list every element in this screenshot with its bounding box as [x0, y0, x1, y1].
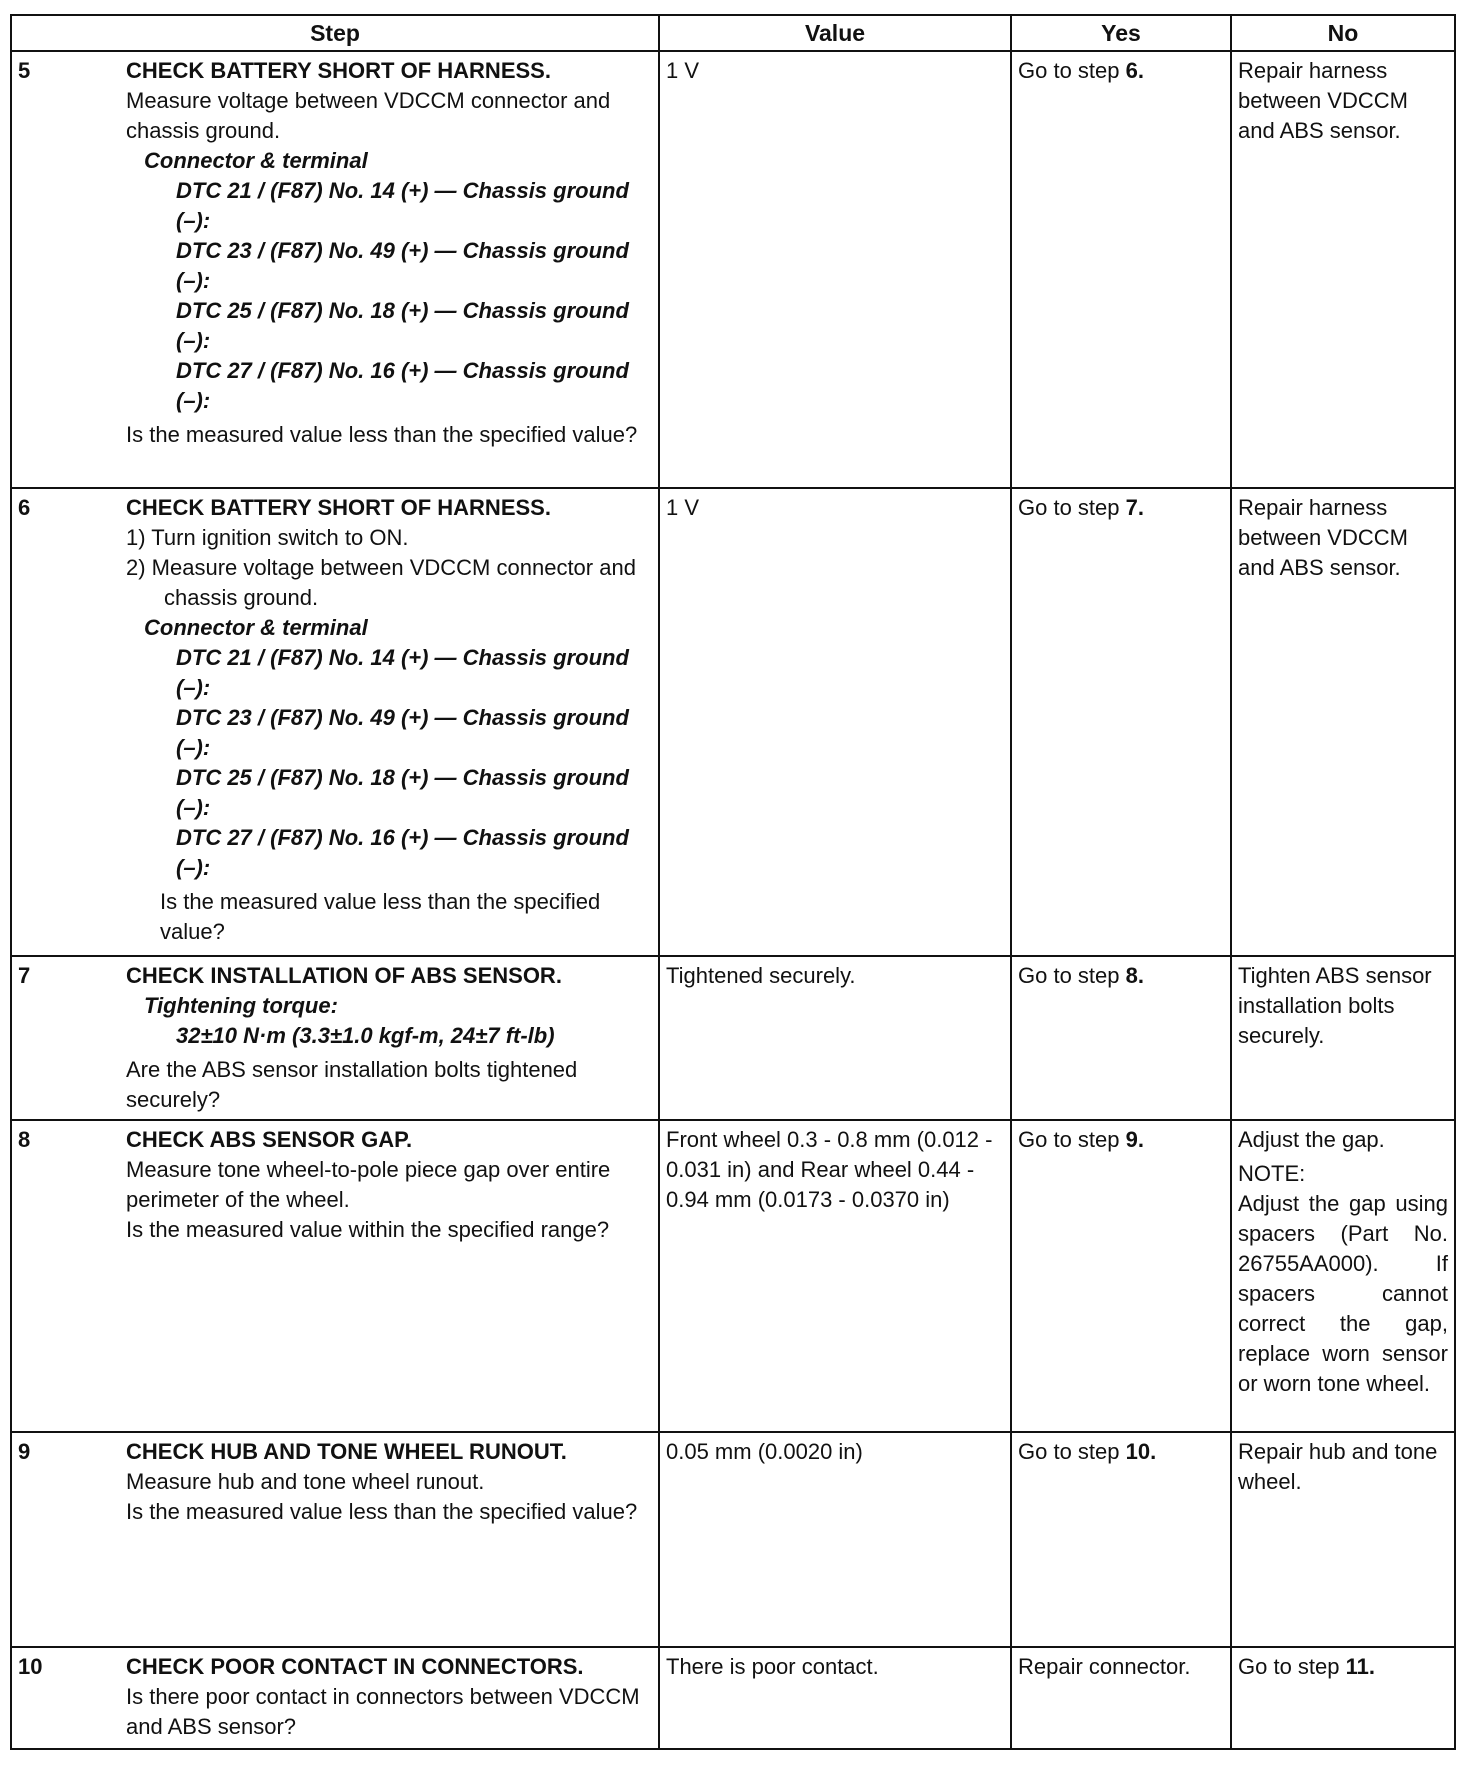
no-cell: Repair hub and tone wheel. — [1231, 1432, 1455, 1647]
step-question: Is there poor contact in connectors between VDCCM and ABS sensor? — [126, 1684, 640, 1739]
no-cell — [1231, 1120, 1455, 1432]
connector-terminal-item: DTC 21 / (F87) No. 14 (+) — Chassis ground (–): — [176, 178, 629, 233]
table-row — [11, 1120, 1455, 1432]
header-value: Value — [659, 15, 1011, 51]
step-question: Are the ABS sensor installation bolts tightened securely? — [126, 1057, 578, 1112]
step-description: Measure voltage between VDCCM connector and chassis ground. — [126, 88, 611, 143]
connector-terminal-item: DTC 23 / (F87) No. 49 (+) — Chassis ground (–): — [176, 705, 629, 760]
step-number: 6 — [18, 495, 31, 520]
yes-step-ref: 7. — [1125, 495, 1144, 520]
yes-cell — [1011, 488, 1231, 956]
connector-terminal-item: DTC 25 / (F87) No. 18 (+) — Chassis ground (–): — [176, 765, 629, 820]
step-cell — [11, 956, 659, 1120]
table-row — [11, 956, 1455, 1120]
no-cell: Tighten ABS sensor installation bolts securely. — [1231, 956, 1455, 1120]
header-step: Step — [11, 15, 659, 51]
step-title: CHECK ABS SENSOR GAP. — [126, 1127, 413, 1152]
step-title: CHECK INSTALLATION OF ABS SENSOR. — [126, 963, 562, 988]
yes-step-ref: 9. — [1125, 1127, 1144, 1152]
procedure-item: 2) Measure voltage between VDCCM connector and chassis ground. — [126, 555, 636, 610]
step-cell — [11, 1647, 659, 1749]
no-text: Go to step — [1238, 1654, 1346, 1679]
step-cell — [11, 1120, 659, 1432]
header-no: No — [1231, 15, 1455, 51]
step-cell — [11, 51, 659, 488]
torque-spec: 32±10 N·m (3.3±1.0 kgf-m, 24±7 ft-lb) — [176, 1023, 555, 1048]
connector-terminal-item: DTC 25 / (F87) No. 18 (+) — Chassis ground (–): — [176, 298, 629, 353]
no-action: Adjust the gap. — [1238, 1127, 1385, 1152]
yes-text: Go to step — [1018, 58, 1126, 83]
step-question: Is the measured value less than the specified value? — [126, 1499, 638, 1524]
yes-cell — [1011, 956, 1231, 1120]
step-description: Measure hub and tone wheel runout. — [126, 1469, 485, 1494]
note-text: Adjust the gap using spacers (Part No. 26755AA000). If spacers cannot correct the gap, replace worn sensor or worn tone wheel. — [1238, 1191, 1448, 1396]
step-number: 5 — [18, 58, 31, 83]
step-number: 9 — [18, 1439, 31, 1464]
no-cell — [1231, 1647, 1455, 1749]
yes-cell — [1011, 1432, 1231, 1647]
note-label: NOTE: — [1238, 1161, 1306, 1186]
header-yes: Yes — [1011, 15, 1231, 51]
no-step-ref: 11. — [1345, 1654, 1375, 1679]
yes-text: Go to step — [1018, 1127, 1126, 1152]
no-cell: Repair harness between VDCCM and ABS sensor. — [1231, 488, 1455, 956]
step-cell — [11, 1432, 659, 1647]
step-cell — [11, 488, 659, 956]
step-question: Is the measured value within the specified range? — [126, 1217, 610, 1242]
yes-cell — [1011, 51, 1231, 488]
step-question: Is the measured value less than the specified value? — [160, 889, 601, 944]
yes-text: Go to step — [1018, 963, 1126, 988]
yes-text: Go to step — [1018, 495, 1126, 520]
value-cell: 1 V — [659, 51, 1011, 488]
table-row — [11, 488, 1455, 956]
connector-terminal-item: DTC 27 / (F87) No. 16 (+) — Chassis ground (–): — [176, 358, 629, 413]
step-title: CHECK BATTERY SHORT OF HARNESS. — [126, 58, 551, 83]
step-description: Measure tone wheel-to-pole piece gap over entire perimeter of the wheel. — [126, 1157, 611, 1212]
step-number: 8 — [18, 1127, 31, 1152]
value-cell: Front wheel 0.3 - 0.8 mm (0.012 - 0.031 in) and Rear wheel 0.44 - 0.94 mm (0.0173 - 0.0370 in) — [659, 1120, 1011, 1432]
step-title: CHECK BATTERY SHORT OF HARNESS. — [126, 495, 551, 520]
value-cell: There is poor contact. — [659, 1647, 1011, 1749]
connector-terminal-item: DTC 27 / (F87) No. 16 (+) — Chassis ground (–): — [176, 825, 629, 880]
value-cell: 0.05 mm (0.0020 in) — [659, 1432, 1011, 1647]
connector-terminal-label: Connector & terminal — [144, 148, 368, 173]
value-cell: Tightened securely. — [659, 956, 1011, 1120]
header-row — [11, 15, 1455, 51]
diagnostic-table — [10, 14, 1456, 1750]
connector-terminal-item: DTC 23 / (F87) No. 49 (+) — Chassis ground (–): — [176, 238, 629, 293]
yes-cell — [1011, 1120, 1231, 1432]
no-cell: Repair harness between VDCCM and ABS sensor. — [1231, 51, 1455, 488]
yes-text: Go to step — [1018, 1439, 1126, 1464]
table-row — [11, 1432, 1455, 1647]
step-number: 7 — [18, 963, 31, 988]
connector-terminal-item: DTC 21 / (F87) No. 14 (+) — Chassis ground (–): — [176, 645, 629, 700]
step-number: 10 — [18, 1654, 43, 1679]
connector-terminal-label: Connector & terminal — [144, 615, 368, 640]
value-cell: 1 V — [659, 488, 1011, 956]
yes-step-ref: 8. — [1125, 963, 1144, 988]
yes-cell: Repair connector. — [1011, 1647, 1231, 1749]
step-question: Is the measured value less than the specified value? — [126, 422, 638, 447]
procedure-item: 1) Turn ignition switch to ON. — [126, 525, 409, 550]
yes-step-ref: 6. — [1125, 58, 1144, 83]
yes-step-ref: 10. — [1125, 1439, 1157, 1464]
step-title: CHECK POOR CONTACT IN CONNECTORS. — [126, 1654, 584, 1679]
table-row — [11, 51, 1455, 488]
step-title: CHECK HUB AND TONE WHEEL RUNOUT. — [126, 1439, 567, 1464]
table-row — [11, 1647, 1455, 1749]
torque-label: Tightening torque: — [144, 993, 338, 1018]
